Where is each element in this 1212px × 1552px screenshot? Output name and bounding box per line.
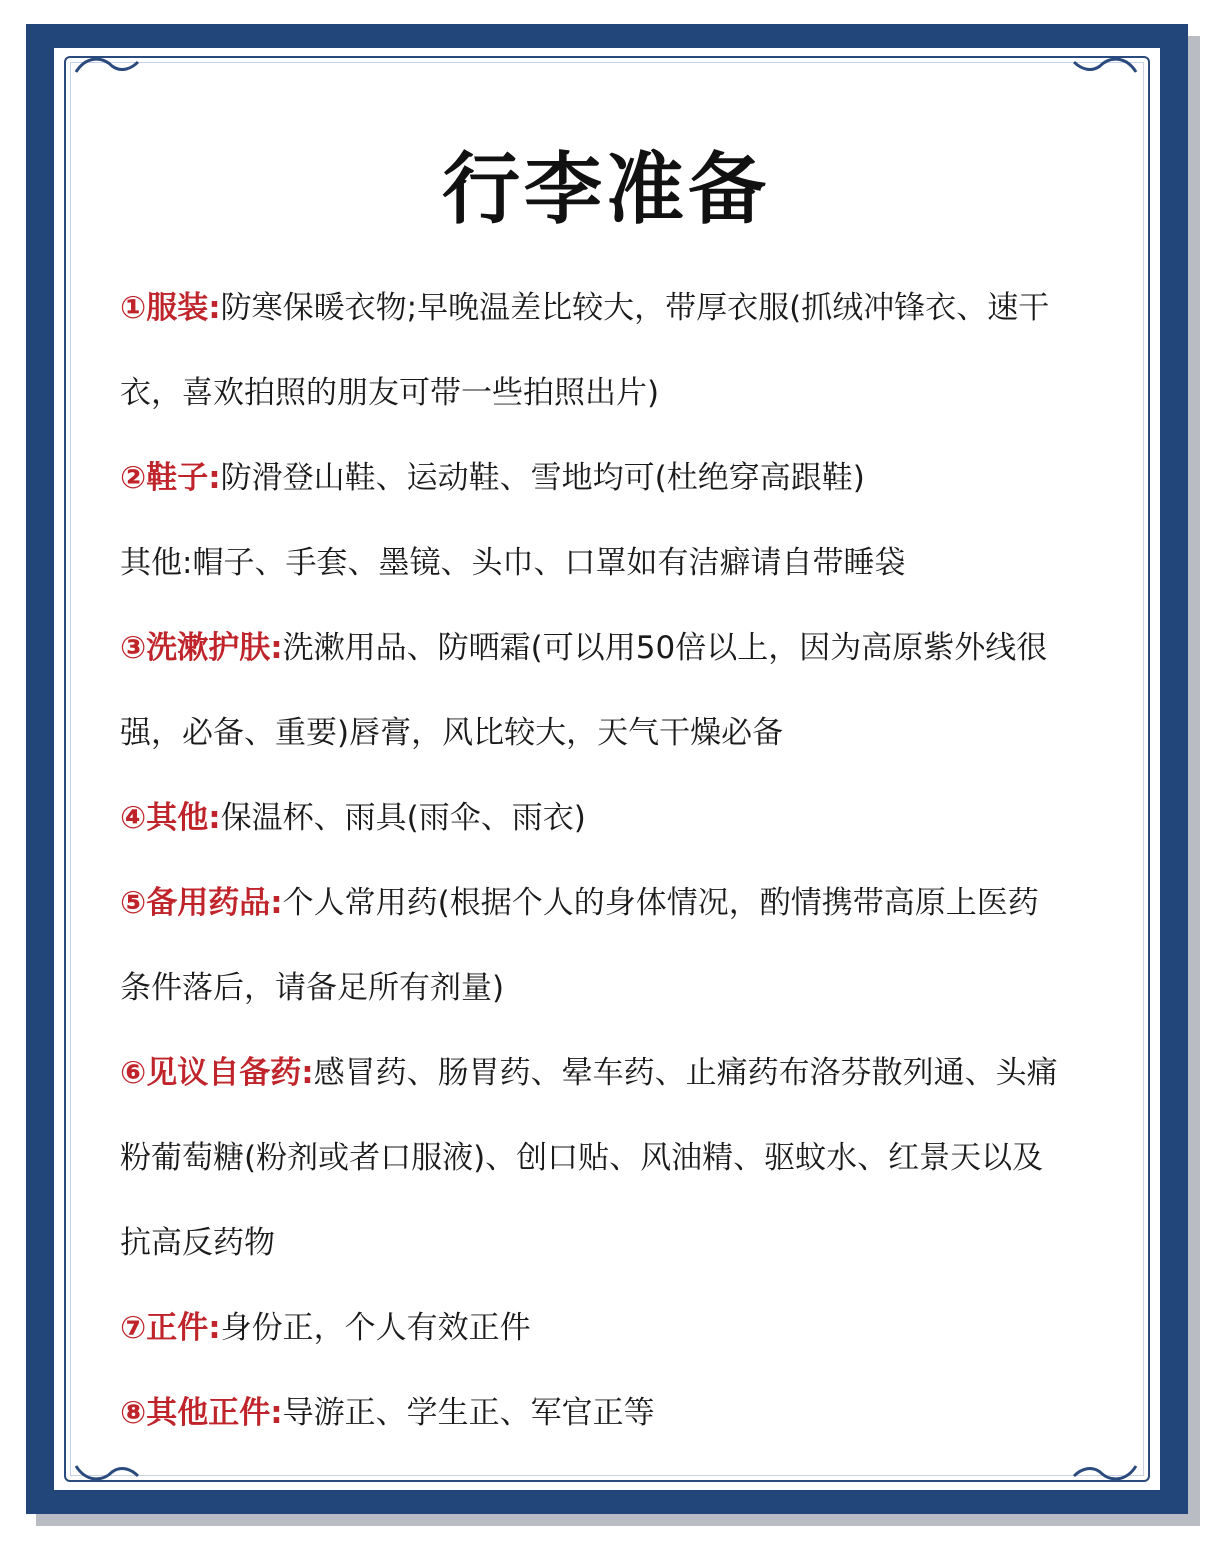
item-text: 洗漱用品、防晒霜(可以用50倍以上，因为高原紫外线很 (282, 630, 1048, 666)
list-item-shoes (120, 436, 1100, 521)
page-title: 行李准备 (441, 145, 770, 235)
corner-ornament-bottom-left-icon (72, 1460, 142, 1486)
item-text-continued (120, 351, 1100, 436)
item-text: 导游正、学生正、军官正等 (282, 1395, 655, 1431)
list-item-toiletries (120, 606, 1100, 691)
item-text-continued (120, 691, 1100, 776)
item-label: ⑦正件: (120, 1310, 221, 1346)
corner-ornament-top-right-icon (1070, 52, 1140, 78)
item-text-continued (120, 946, 1100, 1031)
item-text: 个人常用药(根据个人的身体情况，酌情携带高原上医药 (282, 885, 1039, 921)
item-text: 身份正，个人有效正件 (220, 1310, 531, 1346)
list-item-other-id (120, 1371, 1100, 1456)
item-label: ③洗漱护肤: (120, 630, 283, 666)
item-label: ①服装: (120, 290, 221, 326)
item-text: 其他:帽子、手套、墨镜、头巾、口罩如有洁癖请自带睡袋 (120, 545, 906, 581)
item-text: 条件落后，请备足所有剂量) (120, 970, 505, 1006)
list-item-id (120, 1286, 1100, 1371)
item-text: 防寒保暖衣物;早晚温差比较大，带厚衣服(抓绒冲锋衣、速干 (220, 290, 1050, 326)
item-text: 粉葡萄糖(粉剂或者口服液)、创口贴、风油精、驱蚊水、红景天以及 (120, 1140, 1044, 1176)
item-label: ⑧其他正件: (120, 1395, 283, 1431)
item-label: ②鞋子: (120, 460, 221, 496)
corner-ornament-top-left-icon (72, 52, 142, 78)
list-item-other (120, 776, 1100, 861)
item-text-continued (120, 1116, 1100, 1201)
list-item-clothing (120, 266, 1100, 351)
item-text: 感冒药、肠胃药、晕车药、止痛药布洛芬散列通、头痛 (313, 1055, 1058, 1091)
item-text: 保温杯、雨具(雨伞、雨衣) (220, 800, 586, 836)
item-text: 强，必备、重要)唇膏，风比较大，天气干燥必备 (120, 715, 784, 751)
item-text: 抗高反药物 (120, 1225, 275, 1261)
item-text: 衣，喜欢拍照的朋友可带一些拍照出片) (120, 375, 660, 411)
item-label: ⑤备用药品: (120, 885, 283, 921)
list-item-medicine (120, 861, 1100, 946)
packing-list (120, 266, 1100, 1456)
item-label: ④其他: (120, 800, 221, 836)
item-label: ⑥见议自备药: (120, 1055, 314, 1091)
list-item-suggested-medicine (120, 1031, 1100, 1116)
corner-ornament-bottom-right-icon (1070, 1460, 1140, 1486)
item-text-continued (120, 1201, 1100, 1286)
item-text: 防滑登山鞋、运动鞋、雪地均可(杜绝穿高跟鞋) (220, 460, 865, 496)
list-item-accessories (120, 521, 1100, 606)
